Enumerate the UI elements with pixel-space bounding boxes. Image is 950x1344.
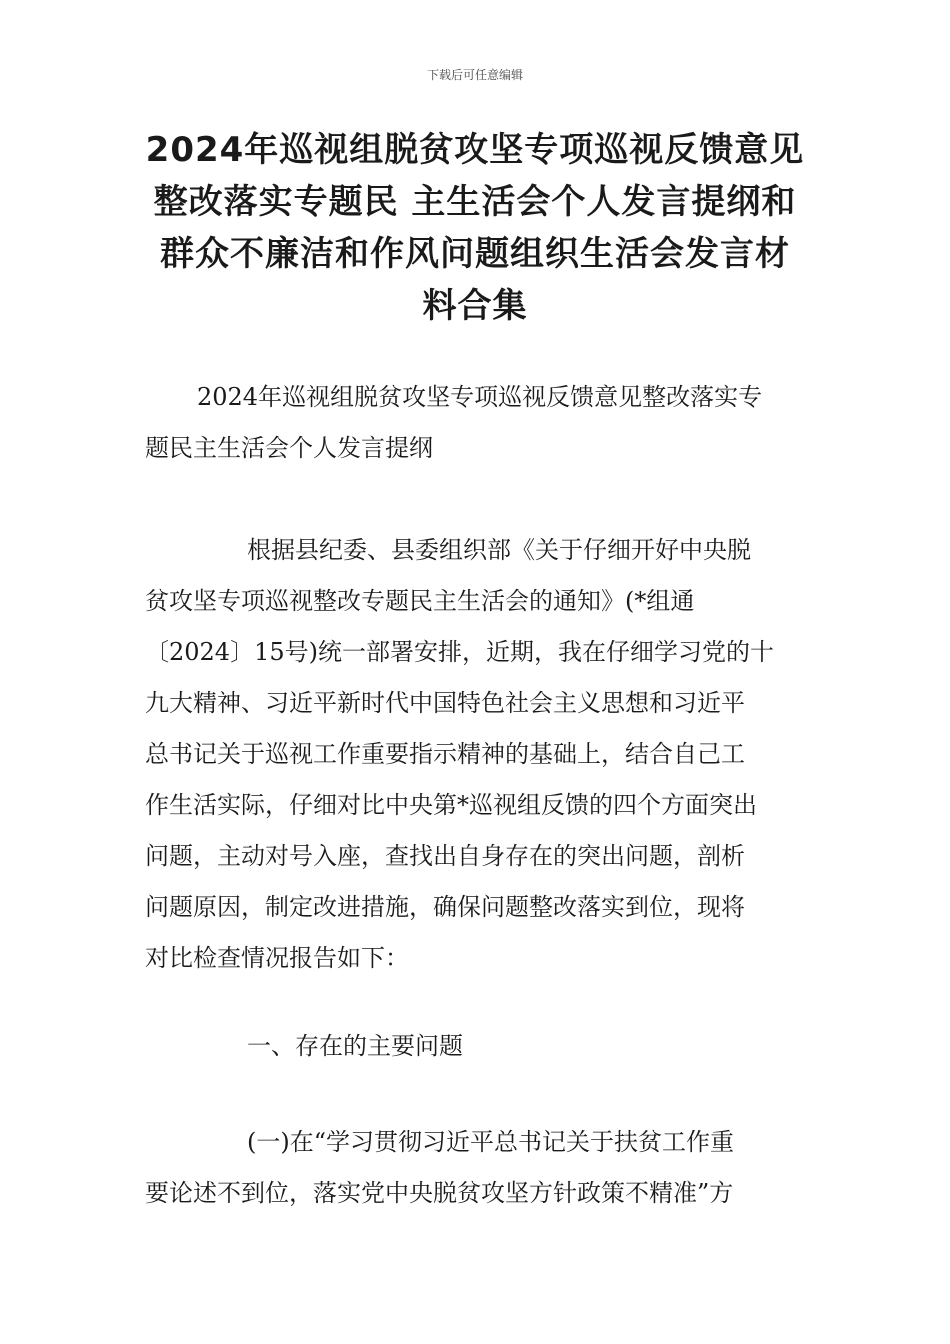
- paragraph-line: 总书记关于巡视工作重要指示精神的基础上，结合自己工: [145, 740, 745, 768]
- subsection-line: 要论述不到位，落实党中央脱贫攻坚方针政策不精准”方: [145, 1179, 734, 1207]
- section-heading: [145, 1021, 810, 1072]
- paragraph-line: 贫攻坚专项巡视整改专题民主生活会的通知》(*组通: [145, 587, 695, 615]
- title-line: 料合集: [422, 286, 528, 326]
- subtitle-line: 2024年巡视组脱贫攻坚专项巡视反馈意见整改落实专: [197, 383, 763, 411]
- title-line: 2024年巡视组脱贫攻坚专项巡视反馈意见: [145, 130, 805, 170]
- document-title: [140, 124, 810, 332]
- paragraph-line: 作生活实际，仔细对比中央第*巡视组反馈的四个方面突出: [145, 791, 757, 819]
- paragraph-line: 对比检查情况报告如下：: [145, 944, 409, 972]
- subtitle: [145, 372, 810, 474]
- paragraph-line: 问题，主动对号入座，查找出自身存在的突出问题，剖析: [145, 842, 745, 870]
- subtitle-line: 题民主生活会个人发言提纲: [145, 434, 433, 462]
- title-line: 整改落实专题民 主生活会个人发言提纲和: [153, 182, 797, 222]
- paragraph-line: 九大精神、习近平新时代中国特色社会主义思想和习近平: [145, 689, 745, 717]
- header-note: 下载后可任意编辑: [426, 68, 523, 82]
- paragraph-line: 问题原因，制定改进措施，确保问题整改落实到位，现将: [145, 893, 745, 921]
- intro-paragraph: [145, 525, 810, 984]
- paragraph-line: 〔2024〕15号)统一部署安排，近期，我在仔细学习党的十: [145, 638, 774, 666]
- subsection-paragraph: [145, 1117, 810, 1219]
- title-line: 群众不廉洁和作风问题组织生活会发言材: [160, 234, 790, 274]
- section-heading-text: 一、存在的主要问题: [247, 1032, 463, 1060]
- subsection-line: (一)在“学习贯彻习近平总书记关于扶贫工作重: [247, 1128, 734, 1156]
- paragraph-line: 根据县纪委、县委组织部《关于仔细开好中央脱: [247, 536, 751, 564]
